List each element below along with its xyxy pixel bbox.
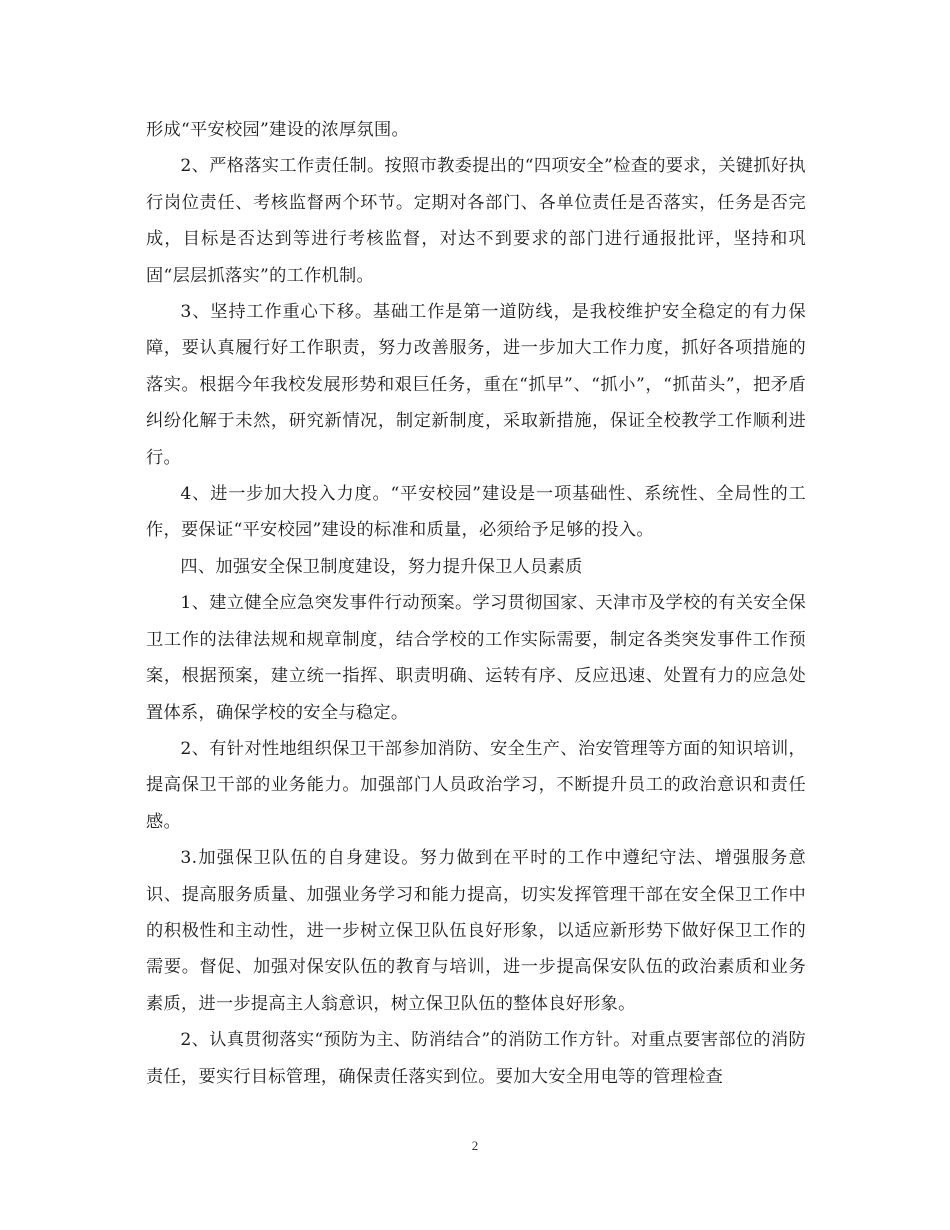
paragraph-investment: 4、进一步加大投入力度。“平安校园”建设是一项基础性、系统性、全局性的工作，要保证“平安校园”建设的标准和质量，必须给予足够的投入。 (146, 484, 806, 541)
paragraph-work-focus: 3、坚持工作重心下移。基础工作是第一道防线，是我校维护安全稳定的有力保障，要认真履行好工作职责，努力改善服务，进一步加大工作力度，抓好各项措施的落实。根据今年我校发展形势和艰巨任务，重在“抓早”、“抓小”，“抓苗头”，把矛盾纠纷化解于未然，研究新情况，制定新制度，采取新措施，保证全校教学工作顺利进行。 (146, 302, 806, 468)
document-body (146, 112, 806, 1095)
paragraph-team-building: 3.加强保卫队伍的自身建设。努力做到在平时的工作中遵纪守法、增强服务意识、提高服务质量、加强业务学习和能力提高，切实发挥管理干部在安全保卫工作中的积极性和主动性，进一步树立保卫队伍良好形象，以适应新形势下做好保卫工作的需要。督促、加强对保安队伍的教育与培训，进一步提高保安队伍的政治素质和业务素质，进一步提高主人翁意识，树立保卫队伍的整体良好形象。 (146, 848, 806, 1014)
paragraph-training: 2、有针对性地组织保卫干部参加消防、安全生产、治安管理等方面的知识培训，提高保卫干部的业务能力。加强部门人员政治学习，不断提升员工的政治意识和责任感。 (146, 738, 806, 832)
paragraph-responsibility-system: 2、严格落实工作责任制。按照市教委提出的“四项安全”检查的要求，关键抓好执行岗位责任、考核监督两个环节。定期对各部门、各单位责任是否落实，任务是否完成，目标是否达到等进行考核监督，对达不到要求的部门进行通报批评，坚持和巩固“层层抓落实”的工作机制。 (146, 156, 806, 286)
page-number: 2 (471, 1138, 479, 1153)
paragraph-fire-safety: 2、认真贯彻落实“预防为主、防消结合”的消防工作方针。对重点要害部位的消防责任，要实行目标管理，确保责任落实到位。要加大安全用电等的管理检查 (146, 1030, 806, 1087)
paragraph-emergency-plan: 1、建立健全应急突发事件行动预案。学习贯彻国家、天津市及学校的有关安全保卫工作的法律法规和规章制度，结合学校的工作实际需要，制定各类突发事件工作预案，根据预案，建立统一指挥、职责明确、运转有序、反应迅速、处置有力的应急处置体系，确保学校的安全与稳定。 (146, 593, 806, 723)
paragraph-continuation: 形成“平安校园”建设的浓厚氛围。 (146, 120, 409, 140)
section-heading-four: 四、加强安全保卫制度建设，努力提升保卫人员素质 (180, 556, 583, 577)
